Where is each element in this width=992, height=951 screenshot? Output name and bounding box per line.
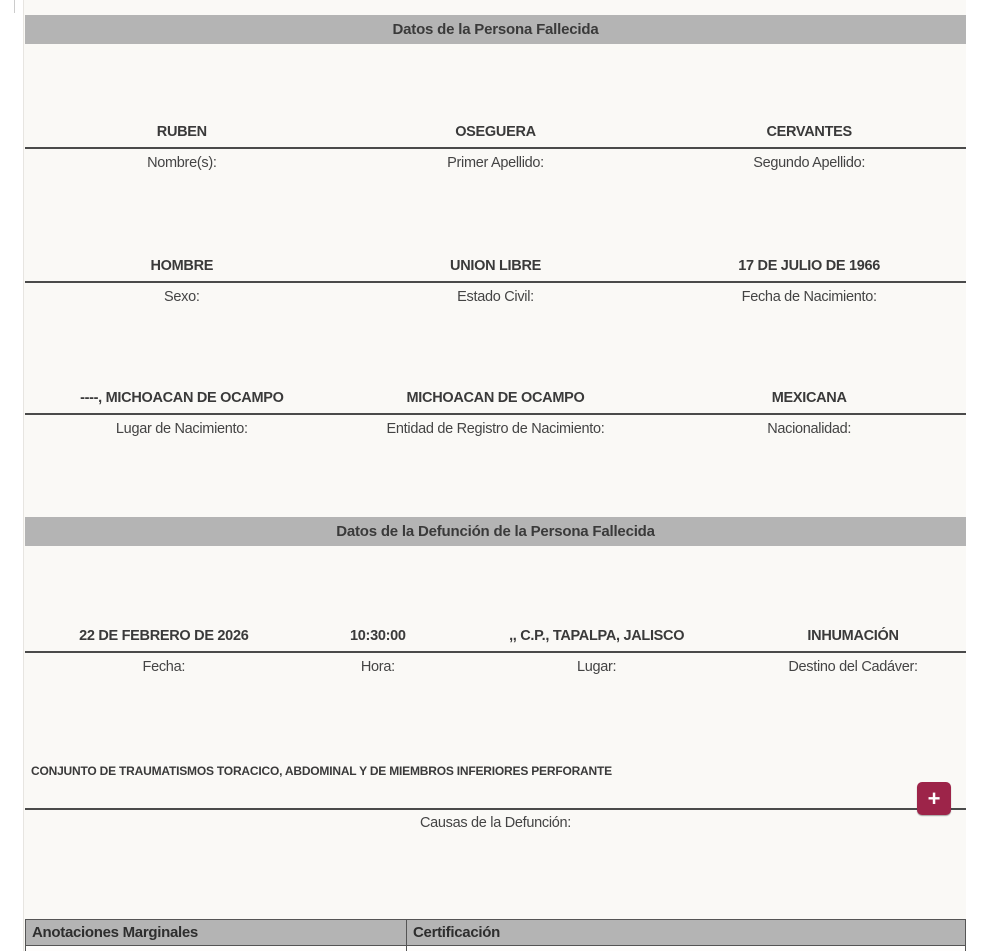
annotations-cell xyxy=(26,946,406,951)
row-defuncion-datos xyxy=(25,624,966,677)
field-value-fecha-nacimiento: 17 DE JULIO DE 1966 xyxy=(738,258,881,274)
certificate-content xyxy=(23,0,966,951)
labels-line xyxy=(25,283,966,307)
field-label-lugar-nacimiento: Lugar de Nacimiento: xyxy=(115,421,248,437)
field-label-nombres: Nombre(s): xyxy=(147,155,217,171)
annotations-column xyxy=(26,920,406,951)
certification-cell xyxy=(407,946,965,951)
add-cause-button[interactable]: + xyxy=(917,782,951,815)
field-value-lugar-defuncion: ,, C.P., TAPALPA, JALISCO xyxy=(509,628,685,644)
field-value-nombres: RUBEN xyxy=(156,124,207,140)
field-label-fecha-defuncion: Fecha: xyxy=(142,659,186,675)
causes-block xyxy=(25,762,966,831)
field-value-entidad-registro: MICHOACAN DE OCAMPO xyxy=(406,390,585,406)
cutoff-border-stub xyxy=(14,0,15,13)
field-value-lugar-nacimiento: ----, MICHOACAN DE OCAMPO xyxy=(80,390,284,406)
labels-line xyxy=(25,653,966,677)
field-label-estado-civil: Estado Civil: xyxy=(457,289,534,305)
section-header-defuncion xyxy=(25,517,966,546)
field-value-segundo-apellido: CERVANTES xyxy=(766,124,852,140)
section-title: Datos de la Persona Fallecida xyxy=(392,21,599,38)
field-label-hora-defuncion: Hora: xyxy=(360,659,395,675)
section-title: Datos de la Defunción de la Persona Fallecida xyxy=(336,523,655,540)
labels-line xyxy=(25,415,966,439)
field-value-destino-cadaver: INHUMACIÓN xyxy=(807,628,899,644)
annotations-header: Anotaciones Marginales xyxy=(26,920,406,946)
row-sexo-estadocivil-nacimiento xyxy=(25,254,966,307)
values-line xyxy=(25,254,966,283)
field-value-hora-defuncion: 10:30:00 xyxy=(350,628,406,644)
field-label-sexo: Sexo: xyxy=(164,289,200,305)
field-value-sexo: HOMBRE xyxy=(150,258,214,274)
field-label-nacionalidad: Nacionalidad: xyxy=(767,421,852,437)
values-line xyxy=(25,386,966,415)
field-value-causas-defuncion: CONJUNTO DE TRAUMATISMOS TORACICO, ABDOMINAL Y DE MIEMBROS INFERIORES PERFORANTE xyxy=(25,762,966,810)
field-label-segundo-apellido: Segundo Apellido: xyxy=(753,155,866,171)
field-label-primer-apellido: Primer Apellido: xyxy=(447,155,544,171)
section-header-persona-fallecida xyxy=(25,15,966,44)
field-value-estado-civil: UNION LIBRE xyxy=(450,258,541,274)
values-line xyxy=(25,624,966,653)
field-label-lugar-defuncion: Lugar: xyxy=(576,659,617,675)
certification-column xyxy=(406,920,965,951)
values-line xyxy=(25,120,966,149)
field-value-nacionalidad: MEXICANA xyxy=(771,390,847,406)
labels-line xyxy=(25,149,966,173)
row-nombre-apellidos xyxy=(25,120,966,173)
field-label-destino-cadaver: Destino del Cadáver: xyxy=(788,659,918,675)
field-value-primer-apellido: OSEGUERA xyxy=(455,124,536,140)
row-lugar-entidad-nacionalidad xyxy=(25,386,966,439)
field-value-fecha-defuncion: 22 DE FEBRERO DE 2026 xyxy=(79,628,249,644)
field-label-causas-defuncion: Causas de la Defunción: xyxy=(419,815,572,831)
field-label-entidad-registro: Entidad de Registro de Nacimiento: xyxy=(386,421,605,437)
annotations-certification-table xyxy=(25,919,966,951)
field-label-fecha-nacimiento: Fecha de Nacimiento: xyxy=(741,289,877,305)
certification-header: Certificación xyxy=(407,920,965,946)
